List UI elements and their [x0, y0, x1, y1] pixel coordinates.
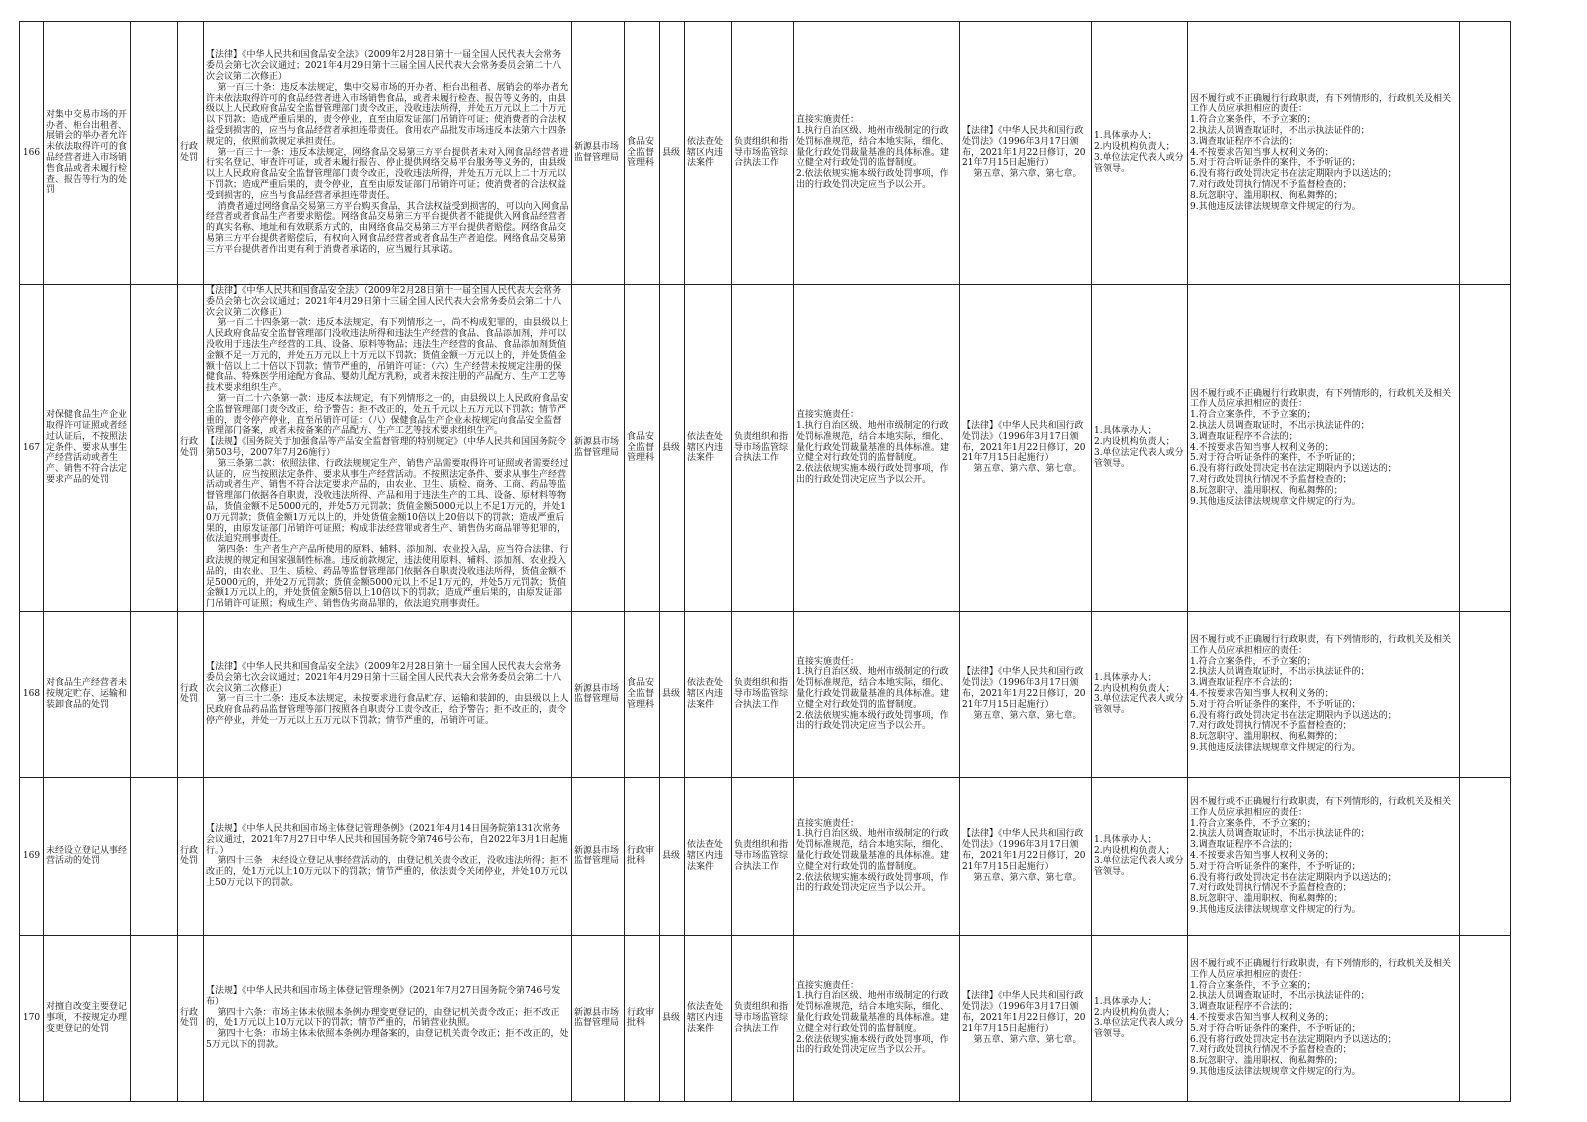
responsible-subjects	[1092, 611, 1188, 777]
implementing-agency	[572, 935, 625, 1101]
type-text: 行政处罚	[180, 437, 199, 458]
resp-text: 直接实施责任： 1.执行自治区级、地州市级制定的行政处罚标准规范，结合本地实际，细化、量化行政处罚裁量基准的具体标准。建立健全对行政处罚的监督制度。 2.依法依规实施本级行政处罚事项，作出的行政处罚决定应当予以公开。	[796, 818, 950, 894]
duty-text: 负责组织和指导市场监管综合执法工作	[734, 431, 789, 464]
name-text: 对集中交易市场的开办者、柜台出租者、展销会的举办者允许未依法取得许可的食品经营者进入市场销售食品或者未履行检查、报告等行为的处罚	[46, 109, 128, 196]
subject-text: 1.具体承办人； 2.内设机构负责人； 3.单位法定代表人或分管领导。	[1094, 996, 1184, 1040]
exercise-level	[660, 285, 685, 612]
basis-text: 【法律】《中华人民共和国食品安全法》（2009年2月28日第十一届全国人民代表大会常务委员会第七次会议通过；2021年4月29日第十三届全国人民代表大会常务委员会第二十八次会议第二次修正） 第一百二十四条第一款：违反本法规定，有下列情形之一，尚不构成犯罪的，由县级以上人民政府食品安全监督管理部门没收违法所得和违法生产经营的食品、食品添加剂，并可以没收用于违法生产经营的工具、设备、原料等物品；违法生产经营的食品、食品添加剂货值金额不足一万元的，并处五万元以上十万元以下罚款；货值金额一万元以上的，并处货值金额十倍以上二十倍以下罚款；情节严重的，吊销许可证：（六）生产经营未按规定注册的保健食品、特殊医学用途配方食品、婴幼儿配方乳粉，或者未按注册的产品配方、生产工艺等技术要求组织生产。 第一百二十六条第一款：违反本法规定，有下列情形之一的，由县级以上人民政府食品安全监督管理部门责令改正，给予警告；拒不改正的，处五千元以上五万元以下罚款；情节严重的，责令停产停业，直至吊销许可证：（八）保健食品生产企业未按规定向食品安全监督管理部门备案，或者未按备案的产品配方、生产工艺等技术要求组织生产。 【法规】《国务院关于加强食品等产品安全监督管理的特别规定》（中华人民共和国国务院令第503号，2007年7月26施行） 第三条第二款：依照法律、行政法规规定生产、销售产品需要取得许可证照或者需要经过认证的，应当按照法定条件、要求从事生产经营活动。不按照法定条件、要求从事生产经营活动或者生产、销售不符合法定要求产品的，由农业、卫生、质检、商务、工商、药品等监督管理部门依据各自职责，没收违法所得、产品和用于违法生产的工具、设备、原材料等物品，货值金额不足5000元的，并处5万元罚款；货值金额5000元以上不足1万元的，并处10万元罚款；货值金额1万元以上的，并处货值金额10倍以上20倍以下的罚款；造成严重后果的，由原发证部门吊销许可证照；构成非法经营罪或者生产、销售伪劣商品罪等犯罪的，依法追究刑事责任。 第四条：生产者生产产品所使用的原料、辅料、添加剂、农业投入品，应当符合法律、行政法规的规定和国家强制性标准。违反前款规定，违法使用原料、辅料、添加剂、农业投入品的，由农业、卫生、质检、药品等监督管理部门依据各自职责没收违法所得，货值金额不足5000元的，并处2万元罚款；货值金额5000元以上不足1万元的，并处5万元罚款；货值金额1万元以上的，并处货值金额5倍以上10倍以下的罚款；造成严重后果的，由原发证部门吊销许可证照；构成生产、销售伪劣商品罪的，依法追究刑事责任。	[206, 286, 569, 610]
subject-text: 1.具体承办人； 2.内设机构负责人； 3.单位法定代表人或分管领导。	[1094, 834, 1184, 878]
dept-text: 行政审批科	[627, 845, 655, 867]
dept-text: 食品安全监督管理科	[627, 431, 655, 464]
responsibility-items	[794, 611, 960, 777]
item-name	[44, 285, 131, 612]
item-name	[44, 611, 131, 777]
item-name	[44, 777, 131, 935]
accountability-situations	[1188, 22, 1460, 285]
remark-cell	[1460, 777, 1511, 935]
name-text: 对擅自改变主要登记事项，不按规定办理变更登记的处罚	[46, 1002, 128, 1034]
level-text: 县级	[662, 851, 681, 861]
enforcement-scope	[685, 285, 732, 612]
basis2-text: 【法律】《中华人民共和国行政处罚法》（1996年3月17日颁布，2021年1月22日修订，2021年7月15日起施行） 第五章、第六章、第七章。	[962, 420, 1086, 475]
exercise-level	[660, 935, 685, 1101]
responsible-subjects	[1092, 935, 1188, 1101]
basis2-text: 【法律】《中华人民共和国行政处罚法》（1996年3月17日颁布，2021年1月22日修订，2021年7月15日起施行） 第五章、第六章、第七章。	[962, 829, 1086, 883]
scope-text: 依法查处辖区内违法案件	[687, 431, 724, 464]
table-row	[20, 22, 1511, 285]
responsibility-basis	[960, 285, 1092, 612]
name-text: 对食品生产经营者未按规定贮存、运输和装卸食品的处罚	[46, 678, 128, 710]
duty-description	[732, 777, 794, 935]
item-type	[178, 611, 204, 777]
responsibility-basis	[960, 935, 1092, 1101]
sub-item-cell	[131, 285, 178, 612]
org-text: 新源县市场监督管理局	[574, 142, 620, 163]
subject-text: 1.具体承办人； 2.内设机构负责人； 3.单位法定代表人或分管领导。	[1094, 426, 1184, 469]
num-text: 169	[22, 851, 41, 861]
duty-description	[732, 22, 794, 285]
responsibility-items	[794, 285, 960, 612]
duty-text: 负责组织和指导市场监管综合执法工作	[734, 1002, 789, 1034]
scope-text: 依法查处辖区内违法案件	[687, 136, 724, 169]
responsibility-basis	[960, 777, 1092, 935]
implementing-agency	[572, 777, 625, 935]
item-name	[44, 22, 131, 285]
legal-basis	[204, 285, 572, 612]
responsibility-items	[794, 22, 960, 285]
responsible-department	[625, 777, 660, 935]
remark-cell	[1460, 935, 1511, 1101]
responsibility-items	[794, 777, 960, 935]
responsibility-table	[19, 21, 1511, 1102]
duty-description	[732, 611, 794, 777]
table-row	[20, 935, 1511, 1101]
enforcement-scope	[685, 22, 732, 285]
num-text: 168	[22, 689, 41, 699]
fault-text: 因不履行或不正确履行行政职责，有下列情形的，行政机关及相关工作人员应承担相应的责任： 1.符合立案条件，不予立案的； 2.执法人员调查取证时，不出示执法证件的； 3.调查取证程序不合法的； 4.不按要求告知当事人权利义务的； 5.对于符合听证条件的案件，不予听证的； 6.没有将行政处罚决定书在法定期限内予以送达的； 7.对行政处罚执行情况不予监督检查的； 8.玩忽职守、滥用职权、徇私舞弊的； 9.其他违反法律法规规章文件规定的行为。	[1190, 93, 1452, 212]
resp-text: 直接实施责任： 1.执行自治区级、地州市级制定的行政处罚标准规范，结合本地实际，细化、量化行政处罚裁量基准的具体标准。建立健全对行政处罚的监督制度。 2.依法依规实施本级行政处罚事项，作出的行政处罚决定应当予以公开。	[796, 656, 950, 732]
level-text: 县级	[662, 442, 681, 453]
basis-text: 【法律】《中华人民共和国食品安全法》（2009年2月28日第十一届全国人民代表大会常务委员会第七次会议通过；2021年4月29日第十三届全国人民代表大会常务委员会第二十八次会议第二次修正） 第一百三十条：违反本法规定，集中交易市场的开办者、柜台出租者、展销会的举办者允许未依法取得许可的食品经营者进入市场销售食品，或者未履行检查、报告等义务的，由县级以上人民政府食品安全监督管理部门责令改正，没收违法所得，并处五万元以上二十万元以下罚款；造成严重后果的，责令停业，直至由原发证部门吊销许可证；使消费者的合法权益受到损害的，应当与食品经营者承担连带责任。食用农产品批发市场违反本法第六十四条规定的，依照前款规定承担责任。 第一百三十一条：违反本法规定，网络食品交易第三方平台提供者未对入网食品经营者进行实名登记、审查许可证，或者未履行报告、停止提供网络交易平台服务等义务的，由县级以上人民政府食品安全监督管理部门责令改正，没收违法所得，并处五万元以上二十万元以下罚款；造成严重后果的，责令停业，直至由原发证部门吊销许可证；使消费者的合法权益受到损害的，应当与食品经营者承担连带责任。 消费者通过网络食品交易第三方平台购买食品，其合法权益受到损害的，可以向入网食品经营者或者食品生产者要求赔偿。网络食品交易第三方平台提供者不能提供入网食品经营者的真实名称、地址和有效联系方式的，由网络食品交易第三方平台提供者赔偿。网络食品交易第三方平台提供者赔偿后，有权向入网食品经营者或者食品生产者追偿。网络食品交易第三方平台提供者作出更有利于消费者承诺的，应当履行其承诺。	[206, 50, 569, 255]
org-text: 新源县市场监督管理局	[574, 1007, 620, 1029]
responsibility-basis	[960, 22, 1092, 285]
num-text: 170	[22, 1013, 41, 1023]
resp-text: 直接实施责任： 1.执行自治区级、地州市级制定的行政处罚标准规范，结合本地实际，细化、量化行政处罚裁量基准的具体标准。建立健全对行政处罚的监督制度。 2.依法依规实施本级行政处罚事项，作出的行政处罚决定应当予以公开。	[796, 115, 950, 190]
exercise-level	[660, 22, 685, 285]
table-row	[20, 777, 1511, 935]
num-text: 167	[22, 442, 41, 453]
item-number	[20, 777, 44, 935]
accountability-situations	[1188, 777, 1460, 935]
org-text: 新源县市场监督管理局	[574, 683, 620, 705]
duty-description	[732, 935, 794, 1101]
basis2-text: 【法律】《中华人民共和国行政处罚法》（1996年3月17日颁布，2021年1月22日修订，2021年7月15日起施行） 第五章、第六章、第七章。	[962, 126, 1086, 180]
responsibility-basis	[960, 611, 1092, 777]
dept-text: 食品安全监督管理科	[627, 136, 655, 169]
resp-text: 直接实施责任： 1.执行自治区级、地州市级制定的行政处罚标准规范，结合本地实际，细化、量化行政处罚裁量基准的具体标准。建立健全对行政处罚的监督制度。 2.依法依规实施本级行政处罚事项，作出的行政处罚决定应当予以公开。	[796, 980, 950, 1056]
implementing-agency	[572, 285, 625, 612]
subject-text: 1.具体承办人； 2.内设机构负责人； 3.单位法定代表人或分管领导。	[1094, 131, 1184, 174]
remark-cell	[1460, 22, 1511, 285]
sub-item-cell	[131, 22, 178, 285]
type-text: 行政处罚	[180, 1007, 199, 1029]
basis2-text: 【法律】《中华人民共和国行政处罚法》（1996年3月17日颁布，2021年1月22日修订，2021年7月15日起施行） 第五章、第六章、第七章。	[962, 667, 1086, 721]
enforcement-scope	[685, 777, 732, 935]
num-text: 166	[22, 147, 41, 158]
name-text: 未经设立登记从事经营活动的处罚	[46, 845, 128, 867]
duty-text: 负责组织和指导市场监管综合执法工作	[734, 136, 789, 169]
fault-text: 因不履行或不正确履行行政职责，有下列情形的，行政机关及相关工作人员应承担相应的责任： 1.符合立案条件，不予立案的； 2.执法人员调查取证时，不出示执法证件的； 3.调查取证程序不合法的； 4.不按要求告知当事人权利义务的； 5.对于符合听证条件的案件，不予听证的； 6.没有将行政处罚决定书在法定期限内予以送达的； 7.对行政处罚执行情况不予监督检查的； 8.玩忽职守、滥用职权、徇私舞弊的； 9.其他违反法律法规规章文件规定的行为。	[1190, 635, 1452, 753]
basis-text: 【法规】《中华人民共和国市场主体登记管理条例》（2021年7月27日国务院令第746号发布） 第四十六条：市场主体未依照本条例办理变更登记的，由登记机关责令改正；拒不改正的，处1万元以上10万元以下的罚款；情节严重的，吊销营业执照。 第四十七条：市场主体未依照本条例办理备案的，由登记机关责令改正；拒不改正的，处5万元以下的罚款。	[206, 986, 569, 1050]
item-number	[20, 935, 44, 1101]
level-text: 县级	[662, 147, 681, 158]
dept-text: 食品安全监督管理科	[627, 678, 655, 710]
table-row	[20, 285, 1511, 612]
implementing-agency	[572, 611, 625, 777]
responsible-subjects	[1092, 22, 1188, 285]
responsible-subjects	[1092, 777, 1188, 935]
basis-text: 【法律】《中华人民共和国食品安全法》（2009年2月28日第十一届全国人民代表大会常务委员会第七次会议通过；2021年4月29日第十三届全国人民代表大会常务委员会第二十八次会议第二次修正） 第一百三十二条：违反本法规定，未按要求进行食品贮存、运输和装卸的，由县级以上人民政府食品药品监督管理等部门按照各自职责分工责令改正，给予警告；拒不改正的，责令停产停业，并处一万元以上五万元以下罚款；情节严重的，吊销许可证。	[206, 662, 569, 726]
responsible-department	[625, 22, 660, 285]
table-body	[20, 22, 1511, 1102]
subject-text: 1.具体承办人； 2.内设机构负责人； 3.单位法定代表人或分管领导。	[1094, 672, 1184, 716]
legal-basis	[204, 935, 572, 1101]
legal-basis	[204, 777, 572, 935]
responsible-department	[625, 285, 660, 612]
scope-text: 依法查处辖区内违法案件	[687, 840, 724, 872]
level-text: 县级	[662, 1013, 681, 1023]
scope-text: 依法查处辖区内违法案件	[687, 678, 724, 710]
resp-text: 直接实施责任： 1.执行自治区级、地州市级制定的行政处罚标准规范，结合本地实际，细化、量化行政处罚裁量基准的具体标准。建立健全对行政处罚的监督制度。 2.依法依规实施本级行政处罚事项，作出的行政处罚决定应当予以公开。	[796, 410, 950, 485]
scope-text: 依法查处辖区内违法案件	[687, 1002, 724, 1034]
item-type	[178, 285, 204, 612]
item-number	[20, 285, 44, 612]
responsible-department	[625, 935, 660, 1101]
remark-cell	[1460, 285, 1511, 612]
type-text: 行政处罚	[180, 683, 199, 705]
accountability-situations	[1188, 935, 1460, 1101]
enforcement-scope	[685, 935, 732, 1101]
duty-description	[732, 285, 794, 612]
responsible-department	[625, 611, 660, 777]
dept-text: 行政审批科	[627, 1007, 655, 1029]
item-number	[20, 611, 44, 777]
implementing-agency	[572, 22, 625, 285]
fault-text: 因不履行或不正确履行行政职责，有下列情形的，行政机关及相关工作人员应承担相应的责任： 1.符合立案条件，不予立案的； 2.执法人员调查取证时，不出示执法证件的； 3.调查取证程序不合法的； 4.不按要求告知当事人权利义务的； 5.对于符合听证条件的案件，不予听证的； 6.没有将行政处罚决定书在法定期限内予以送达的； 7.对行政处罚执行情况不予监督检查的； 8.玩忽职守、滥用职权、徇私舞弊的； 9.其他违反法律法规规章文件规定的行为。	[1190, 959, 1452, 1077]
basis-text: 【法规】《中华人民共和国市场主体登记管理条例》（2021年4月14日国务院第131次常务会议通过，2021年7月27日中华人民共和国国务院令第746号公布，自2022年3月1日起施行。） 第四十三条 未经设立登记从事经营活动的，由登记机关责令改正，没收违法所得；拒不改正的，处1万元以上10万元以下的罚款；情节严重的，依法责令关闭停业，并处10万元以上50万元以下的罚款。	[206, 824, 569, 888]
sub-item-cell	[131, 935, 178, 1101]
sub-item-cell	[131, 777, 178, 935]
item-number	[20, 22, 44, 285]
remark-cell	[1460, 611, 1511, 777]
level-text: 县级	[662, 689, 681, 699]
sub-item-cell	[131, 611, 178, 777]
item-type	[178, 22, 204, 285]
legal-basis	[204, 22, 572, 285]
item-type	[178, 935, 204, 1101]
type-text: 行政处罚	[180, 845, 199, 867]
type-text: 行政处罚	[180, 142, 199, 163]
org-text: 新源县市场监督管理局	[574, 845, 620, 867]
item-name	[44, 935, 131, 1101]
basis2-text: 【法律】《中华人民共和国行政处罚法》（1996年3月17日颁布，2021年1月22日修订，2021年7月15日起施行） 第五章、第六章、第七章。	[962, 991, 1086, 1045]
accountability-situations	[1188, 285, 1460, 612]
accountability-situations	[1188, 611, 1460, 777]
exercise-level	[660, 611, 685, 777]
fault-text: 因不履行或不正确履行行政职责，有下列情形的，行政机关及相关工作人员应承担相应的责任： 1.符合立案条件，不予立案的； 2.执法人员调查取证时，不出示执法证件的； 3.调查取证程序不合法的； 4.不按要求告知当事人权利义务的； 5.对于符合听证条件的案件，不予听证的； 6.没有将行政处罚决定书在法定期限内予以送达的； 7.对行政处罚执行情况不予监督检查的； 8.玩忽职守、滥用职权、徇私舞弊的； 9.其他违反法律法规规章文件规定的行为。	[1190, 388, 1452, 507]
item-type	[178, 777, 204, 935]
duty-text: 负责组织和指导市场监管综合执法工作	[734, 840, 789, 872]
legal-basis	[204, 611, 572, 777]
org-text: 新源县市场监督管理局	[574, 437, 620, 458]
name-text: 对保健食品生产企业取得许可证照或者经过认证后，不按照法定条件、要求从事生产经营活动或者生产、销售不符合法定要求产品的处罚	[46, 410, 128, 485]
responsible-subjects	[1092, 285, 1188, 612]
responsibility-items	[794, 935, 960, 1101]
enforcement-scope	[685, 611, 732, 777]
table-row	[20, 611, 1511, 777]
duty-text: 负责组织和指导市场监管综合执法工作	[734, 678, 789, 710]
exercise-level	[660, 777, 685, 935]
fault-text: 因不履行或不正确履行行政职责，有下列情形的，行政机关及相关工作人员应承担相应的责任： 1.符合立案条件，不予立案的； 2.执法人员调查取证时，不出示执法证件的； 3.调查取证程序不合法的； 4.不按要求告知当事人权利义务的； 5.对于符合听证条件的案件，不予听证的； 6.没有将行政处罚决定书在法定期限内予以送达的； 7.对行政处罚执行情况不予监督检查的； 8.玩忽职守、滥用职权、徇私舞弊的； 9.其他违反法律法规规章文件规定的行为。	[1190, 797, 1452, 915]
